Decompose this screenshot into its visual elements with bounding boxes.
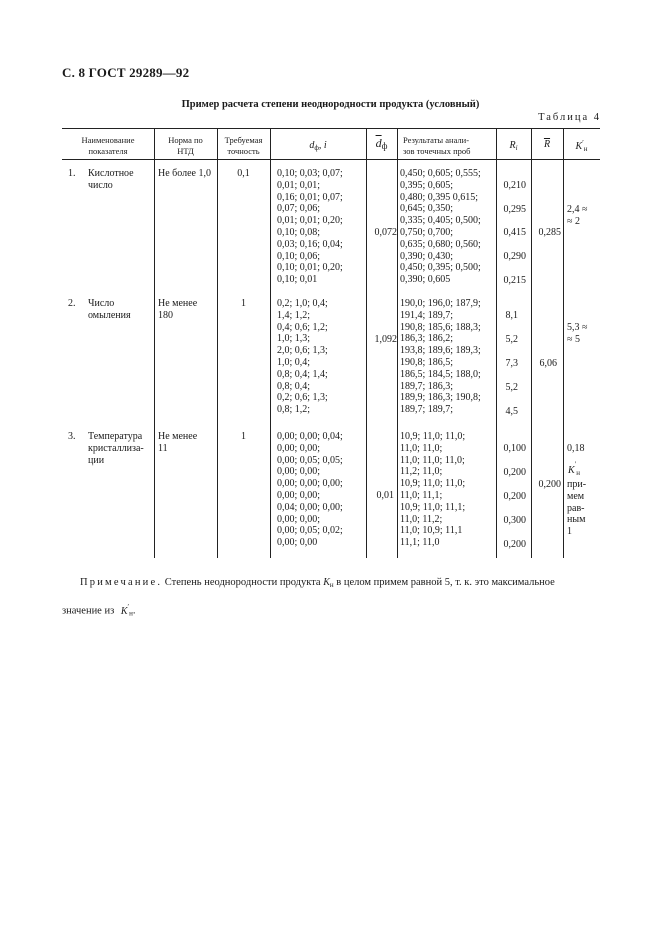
symbol-k: K <box>575 140 583 152</box>
row-r-value: 0,100 <box>503 443 526 454</box>
column-header-name <box>62 135 154 157</box>
header-line: показателя <box>88 146 128 156</box>
subscript-f: ф <box>381 141 388 151</box>
subscript-n: н <box>583 144 588 153</box>
subscript-n: н <box>576 469 580 477</box>
symbol-rbar: $\overline{R}$ <box>543 139 551 150</box>
symbol-i: , i <box>318 140 327 151</box>
row-r-value: 0,200 <box>503 467 526 478</box>
symbol-k: K <box>568 465 575 476</box>
row-d-values: 0,00; 0,00; 0,04; 0,00; 0,00; 0,00; 0,05; 0,05; 0,00; 0,00; 0,00; 0,00; 0,00; 0,00; 0,00; 0,04; 0,00; 0,00; 0,00; 0,00; 0,00; 0,05; 0,02; 0,00; 0,00 <box>277 431 343 549</box>
symbol-dbar: $\overline{d}$ <box>375 136 382 150</box>
column-divider <box>270 128 271 558</box>
column-header-r <box>496 140 531 154</box>
row-r-value: 0,290 <box>503 251 526 262</box>
row-dbar: 0,01 <box>376 490 394 501</box>
row-norm: Не более 1,0 <box>158 168 211 179</box>
column-header-norm <box>154 135 217 157</box>
note-line <box>62 572 602 596</box>
subscript-f: ф <box>314 144 319 152</box>
prime-mark: ′ <box>127 603 130 611</box>
row-k-value: 0,18 <box>567 443 585 454</box>
note-text: значение из <box>62 605 115 617</box>
row-number: 2. <box>68 298 76 309</box>
note-text: в целом примем равной 5, т. к. это максимальное <box>336 577 555 588</box>
header-line: Норма по <box>168 135 203 145</box>
column-header-k <box>563 138 600 155</box>
row-results: 0,450; 0,605; 0,555; 0,395; 0,605; 0,480; 0,395 0,615; 0,645; 0,350; 0,335; 0,405; 0,500; 0,750; 0,700; 0,635; 0,680; 0,560; 0,390; 0,430; 0,450; 0,395; 0,500; 0,390; 0,605 <box>400 168 481 286</box>
header-line: НТД <box>177 146 194 156</box>
subscript-n: н <box>129 609 133 618</box>
row-r-value: 0,300 <box>503 515 526 526</box>
row-d-values: 0,10; 0,03; 0,07; 0,01; 0,01; 0,16; 0,01; 0,07; 0,07; 0,06; 0,01; 0,01; 0,20; 0,10; 0,08; 0,03; 0,16; 0,04; 0,10; 0,06; 0,10; 0,01; 0,20; 0,10; 0,01 <box>277 168 343 286</box>
symbol-k: K <box>323 577 330 588</box>
row-rbar: 6,06 <box>539 358 557 369</box>
note-text: Степень неоднородности продукта <box>164 577 321 588</box>
row-r-value: 7,3 <box>505 358 518 369</box>
note-line <box>62 596 602 625</box>
prime-mark: ′ <box>574 460 577 469</box>
subscript-i: i <box>515 144 518 152</box>
row-number: 3. <box>68 431 76 442</box>
column-header-results <box>397 135 496 157</box>
row-rbar: 0,200 <box>538 479 561 490</box>
column-divider <box>563 128 564 558</box>
row-precision: 1 <box>241 431 246 442</box>
row-dbar: 1,092 <box>374 334 397 345</box>
symbol-r: R <box>509 140 516 151</box>
row-r-value: 0,415 <box>503 227 526 238</box>
row-name: Температура кристаллиза- ции <box>88 431 144 466</box>
row-number: 1. <box>68 168 76 179</box>
row-precision: 0,1 <box>237 168 250 179</box>
row-r-value: 0,200 <box>503 539 526 550</box>
row-dbar: 0,072 <box>374 227 397 238</box>
row-norm: Не менее 180 <box>158 298 198 321</box>
row-d-values: 0,2; 1,0; 0,4; 1,4; 1,2; 0,4; 0,6; 1,2; 1,0; 1,3; 2,0; 0,6; 1,3; 1,0; 0,4; 0,8; 0,4; 1,4; 0,8; 0,4; 0,2; 0,6; 1,3; 0,8; 1,2; <box>277 298 328 416</box>
row-k: 2,4 ≈ ≈ 2 <box>567 204 588 227</box>
page-header: С. 8 ГОСТ 29289—92 <box>62 65 190 80</box>
row-results: 10,9; 11,0; 11,0; 11,0; 11,0; 11,0; 11,0; 11,0; 11,2; 11,0; 10,9; 11,0; 11,0; 11,0; 11,1; 10,9; 11,0; 11,1; 11,0; 11,2; 11,0; 10,9; 11,1 11,1; 11,0 <box>400 431 466 549</box>
table-note <box>62 572 602 625</box>
table-label-number: 4 <box>593 112 599 123</box>
header-line: зов точечных проб <box>403 146 471 156</box>
symbol-k: K <box>120 605 128 617</box>
column-divider <box>217 128 218 558</box>
row-r-value: 0,210 <box>503 180 526 191</box>
table-title: Пример расчета степени неоднородности продукта (условный) <box>181 99 480 110</box>
column-header-rbar <box>531 139 563 150</box>
symbol-d: d <box>309 140 315 151</box>
row-r-value: 0,200 <box>503 491 526 502</box>
note-label: Примечание. <box>80 577 163 588</box>
column-divider <box>397 128 398 558</box>
row-norm: Не менее 11 <box>158 431 198 454</box>
row-r-value: 5,2 <box>505 382 518 393</box>
column-header-precision <box>217 135 270 157</box>
row-k-text: при- мем рав- ным 1 <box>567 479 587 538</box>
column-divider <box>531 128 532 558</box>
row-r-value: 5,2 <box>505 334 518 345</box>
row-name: Кислотное число <box>88 168 134 191</box>
prime-mark: ′ <box>582 139 584 147</box>
table-header-rule <box>62 159 600 160</box>
row-results: 190,0; 196,0; 187,9; 191,4; 189,7; 190,8; 185,6; 188,3; 186,3; 186,2; 193,8; 189,6; 189,3; 190,8; 186,5; 186,5; 184,5; 188,0; 189,7; 186,3; 189,9; 186,3; 190,8; 189,7; 189,7; <box>400 298 481 416</box>
column-divider <box>154 128 155 558</box>
row-r-value: 0,295 <box>503 204 526 215</box>
subscript-n: н <box>329 581 334 589</box>
header-line: точность <box>227 146 260 156</box>
note-text: . <box>132 605 136 617</box>
column-header-d <box>270 140 366 154</box>
header-line: Наименование <box>81 135 135 145</box>
row-k: 5,3 ≈ ≈ 5 <box>567 322 588 345</box>
table-label-word: Таблица <box>538 112 590 123</box>
row-precision: 1 <box>241 298 246 309</box>
row-name: Число омыления <box>88 298 131 321</box>
row-r-value: 0,215 <box>503 275 526 286</box>
column-header-dbar <box>366 138 397 152</box>
table-label <box>538 112 599 123</box>
row-r-value: 8,1 <box>505 310 518 321</box>
table-top-rule <box>62 128 600 129</box>
header-line: Требуемая <box>224 135 263 145</box>
row-k-symbol <box>568 460 580 478</box>
row-rbar: 0,285 <box>538 227 561 238</box>
row-r-value: 4,5 <box>505 406 518 417</box>
header-line: Результаты анали- <box>403 135 470 145</box>
